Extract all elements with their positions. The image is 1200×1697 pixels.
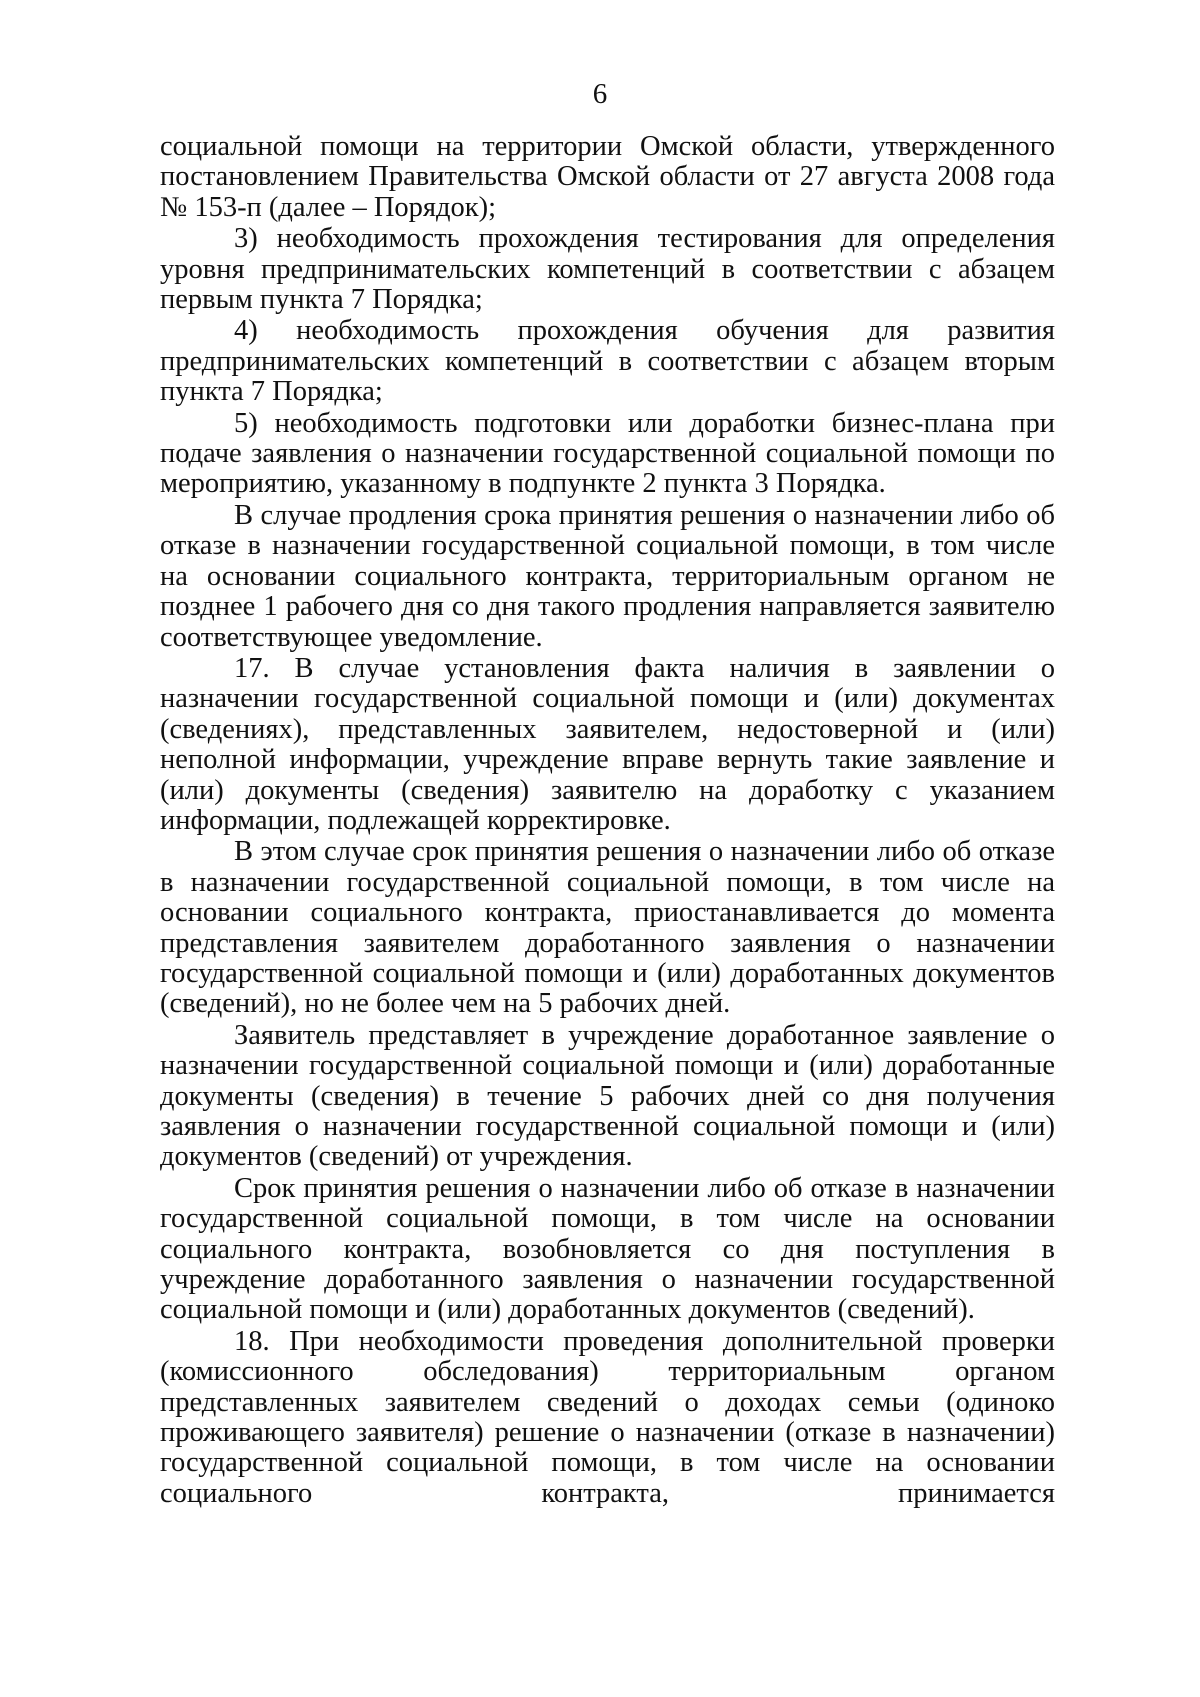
page-number: 6 <box>592 78 608 110</box>
paragraph: 17. В случае установления факта наличия в заявлении о назначении государственной социальной помощи и (или) документах (сведениях), представленных заявителем, недостоверной и (или) неполной информации, учреждение вправе вернуть такие заявление и (или) документы (сведения) заявителю на доработку с указанием информации, подлежащей корректировке. <box>160 652 1055 836</box>
document-body <box>160 132 1055 1510</box>
paragraph: В случае продления срока принятия решения о назначении либо об отказе в назначении государственной социальной помощи, в том числе на основании социального контракта, территориальным органом не позднее 1 рабочего дня со дня такого продления направляется заявителю соответствующее уведомление. <box>160 499 1055 653</box>
paragraph: Срок принятия решения о назначении либо об отказе в назначении государственной социальной помощи, в том числе на основании социального контракта, возобновляется со дня поступления в учреждение доработанного заявления о назначении государственной социальной помощи и (или) доработанных документов (сведений). <box>160 1172 1055 1326</box>
paragraph: 18. При необходимости проведения дополнительной проверки (комиссионного обследования) территориальным органом представленных заявителем сведений о доходах семьи (одиноко проживающего заявителя) решение о назначении (отказе в назначении) государственной социальной помощи, в том числе на основании социального контракта, принимается <box>160 1325 1055 1509</box>
paragraph: 5) необходимость подготовки или доработки бизнес-плана при подаче заявления о назначении государственной социальной помощи по мероприятию, указанному в подпункте 2 пункта 3 Порядка. <box>160 407 1055 500</box>
paragraph: социальной помощи на территории Омской области, утвержденного постановлением Правительства Омской области от 27 августа 2008 года № 153-п (далее – Порядок); <box>160 131 1055 223</box>
paragraph: Заявитель представляет в учреждение доработанное заявление о назначении государственной социальной помощи и (или) доработанные документы (сведения) в течение 5 рабочих дней со дня получения заявления о назначении государственной социальной помощи и (или) документов (сведений) от учреждения. <box>160 1019 1055 1173</box>
paragraph: В этом случае срок принятия решения о назначении либо об отказе в назначении государственной социальной помощи, в том числе на основании социального контракта, приостанавливается до момента представления заявителем доработанного заявления о назначении государственной социальной помощи и (или) доработанных документов (сведений), но не более чем на 5 рабочих дней. <box>160 836 1055 1020</box>
paragraph: 4) необходимость прохождения обучения для развития предпринимательских компетенций в соответствии с абзацем вторым пункта 7 Порядка; <box>160 315 1055 408</box>
paragraph: 3) необходимость прохождения тестирования для определения уровня предпринимательских компетенций в соответствии с абзацем первым пункта 7 Порядка; <box>160 223 1055 316</box>
